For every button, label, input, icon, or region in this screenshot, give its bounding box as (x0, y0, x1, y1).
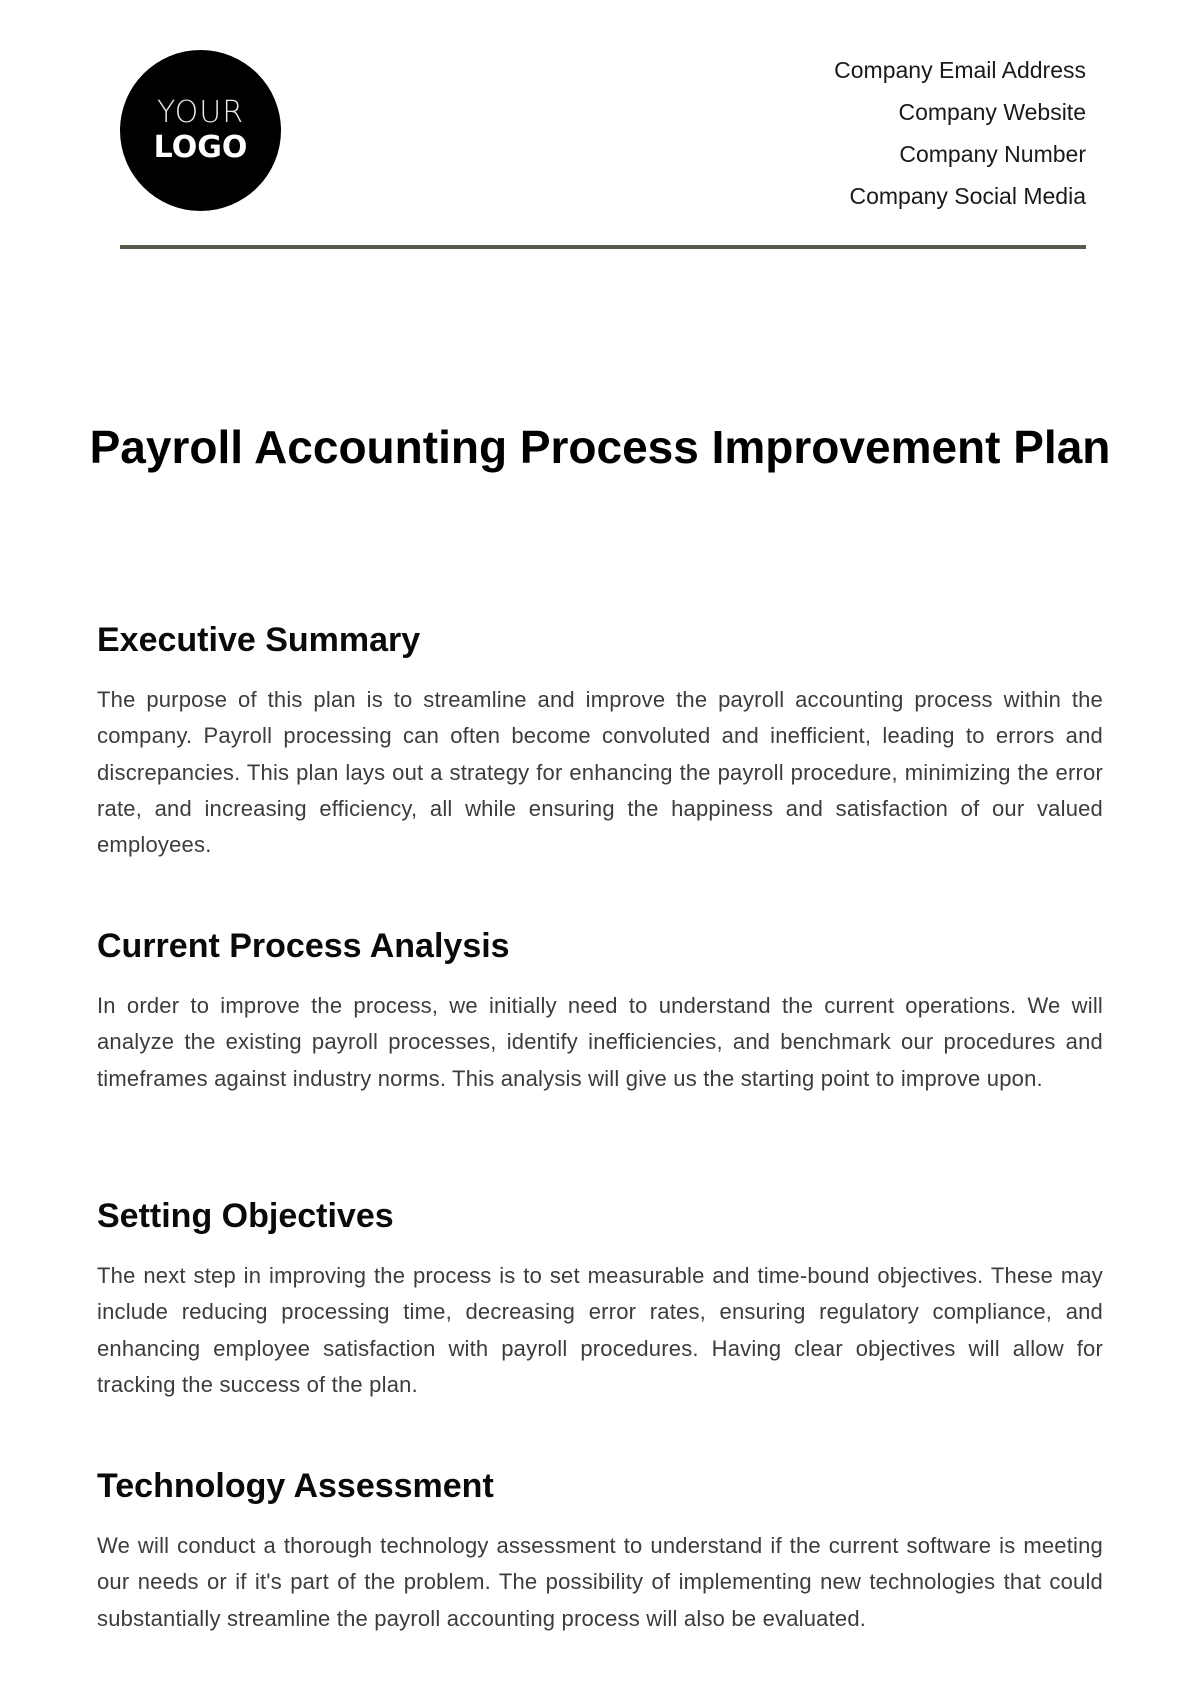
company-contact-block (834, 53, 1086, 221)
section-heading: Setting Objectives (97, 1197, 394, 1235)
section-setting-objectives (97, 1196, 1103, 1403)
section-heading: Executive Summary (97, 621, 421, 659)
logo-text-your: YOUR (156, 95, 245, 130)
section-body: The next step in improving the process is to set measurable and time-bound objectives. These may include reducing processing time, decreasing error rates, ensuring regulatory compliance, and enhancing employee satisfaction with payroll procedures. Having clear objectives will allow for tracking the success of the plan. (97, 1263, 1103, 1397)
company-logo (120, 50, 281, 211)
section-current-process-analysis (97, 926, 1103, 1097)
logo-text-logo: LOGO (153, 130, 248, 165)
company-social-media: Company Social Media (849, 183, 1086, 209)
section-body: In order to improve the process, we initially need to understand the current operations. We will analyze the existing payroll processes, identify inefficiencies, and benchmark our procedures and timeframes against industry norms. This analysis will give us the starting point to improve upon. (97, 993, 1103, 1091)
header-divider (120, 245, 1086, 249)
section-technology-assessment (97, 1466, 1103, 1637)
section-heading: Current Process Analysis (97, 927, 510, 965)
section-body: We will conduct a thorough technology assessment to understand if the current software is meeting our needs or if it's part of the problem. The possibility of implementing new technologies that could substantially streamline the payroll accounting process will also be evaluated. (97, 1533, 1103, 1631)
section-executive-summary (97, 620, 1103, 863)
section-body: The purpose of this plan is to streamline and improve the payroll accounting process within the company. Payroll processing can often become convoluted and inefficient, leading to errors and discrepancies. This plan lays out a strategy for enhancing the payroll procedure, minimizing the error rate, and increasing efficiency, all while ensuring the happiness and satisfaction of our valued employees. (97, 687, 1103, 858)
section-heading: Technology Assessment (97, 1467, 494, 1505)
company-number: Company Number (899, 141, 1086, 167)
company-website: Company Website (898, 99, 1086, 125)
document-title: Payroll Accounting Process Improvement Plan (89, 421, 1111, 473)
company-email: Company Email Address (834, 57, 1086, 83)
